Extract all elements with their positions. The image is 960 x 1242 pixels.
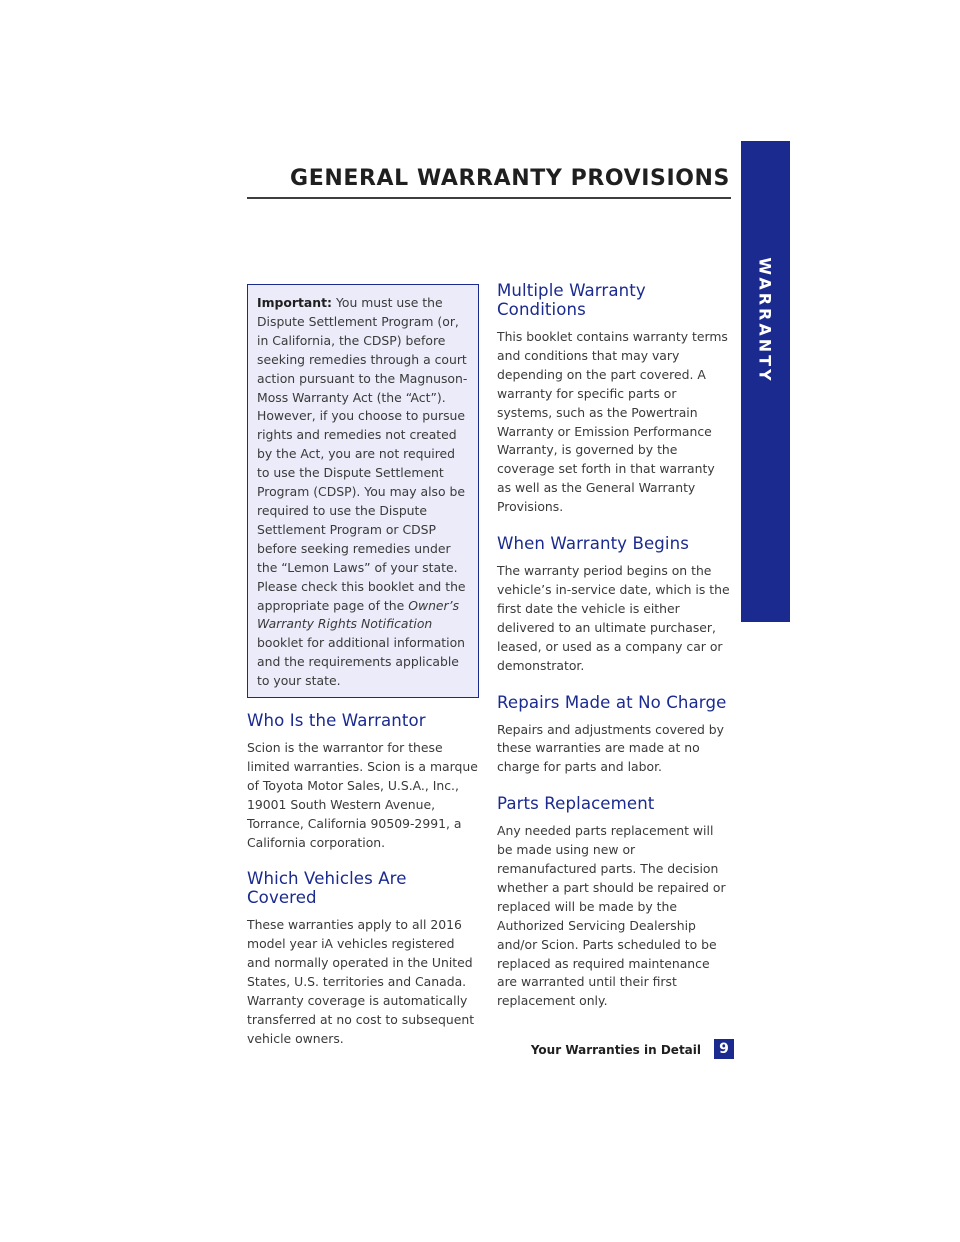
- note-text-before: You must use the Dispute Settlement Program (or, in California, the CDSP) before seeking remedies through a court action pursuant to the Magnuson-Moss Warranty Act (the “Act”). However, if you choose to pursue rights and remedies not created by the Act, you are not required to use the Dispute Settlement Program (CDSP). You may also be required to use the Dispute Settlement Program or CDSP before seeking remedies under the “Lemon Laws” of your state. Please check this booklet and the appropriate page of the: [257, 295, 468, 613]
- important-note-box: [247, 284, 479, 698]
- side-tab-label: WARRANTY: [755, 257, 775, 384]
- left-column: [247, 711, 481, 1066]
- section-body-multiple: This booklet contains warranty terms and conditions that may vary depending on the part covered. A warranty for specific parts or systems, such as the Powertrain Warranty or Emission Performance Warranty, is governed by the coverage set forth in that warranty as well as the General Warranty Provisions.: [497, 329, 728, 515]
- section-heading-begins: When Warranty Begins: [497, 534, 689, 554]
- section-body-vehicles: These warranties apply to all 2016 model year iA vehicles registered and normally operated in the United States, U.S. territories and Canada. Warranty coverage is automatically transferred at no cost to subsequent vehicle owners.: [247, 917, 475, 1046]
- footer-section-label: Your Warranties in Detail: [530, 1043, 701, 1057]
- section-heading-no-charge: Repairs Made at No Charge: [497, 692, 727, 712]
- note-text-after: booklet for additional information and the requirements applicable to your state.: [257, 635, 466, 689]
- section-body-no-charge: Repairs and adjustments covered by these warranties are made at no charge for parts and labor.: [497, 721, 724, 775]
- side-tab: [741, 141, 790, 622]
- section-heading-warrantor: Who Is the Warrantor: [247, 711, 426, 730]
- page-title: GENERAL WARRANTY PROVISIONS: [290, 166, 730, 191]
- section-body-parts: Any needed parts replacement will be made using new or remanufactured parts. The decision whether a part should be repaired or replaced will be made by the Authorized Servicing Dealership and/or Scion. Parts scheduled to be replaced as required maintenance are warranted until their first replacement only.: [497, 823, 726, 1009]
- section-body-warrantor: Scion is the warrantor for these limited warranties. Scion is a marque of Toyota Motor Sales, U.S.A., Inc., 19001 South Western Avenue, Torrance, California 90509-2991, a California corporation.: [247, 740, 478, 850]
- note-italic-title: Owner’s Warranty Rights Notification: [257, 597, 460, 632]
- page-number: 9: [714, 1039, 734, 1059]
- section-heading-parts: Parts Replacement: [497, 794, 655, 814]
- important-note-text: [257, 294, 470, 691]
- section-heading-multiple: Multiple Warranty Conditions: [497, 281, 646, 319]
- important-label: Important:: [257, 295, 332, 310]
- title-divider: [247, 197, 731, 199]
- section-body-begins: The warranty period begins on the vehicle’s in-service date, which is the first date the vehicle is either delivered to an ultimate purchaser, leased, or used as a company car or demonstrator.: [497, 563, 730, 673]
- section-heading-vehicles: Which Vehicles Are Covered: [247, 869, 407, 908]
- right-column: [497, 281, 731, 1028]
